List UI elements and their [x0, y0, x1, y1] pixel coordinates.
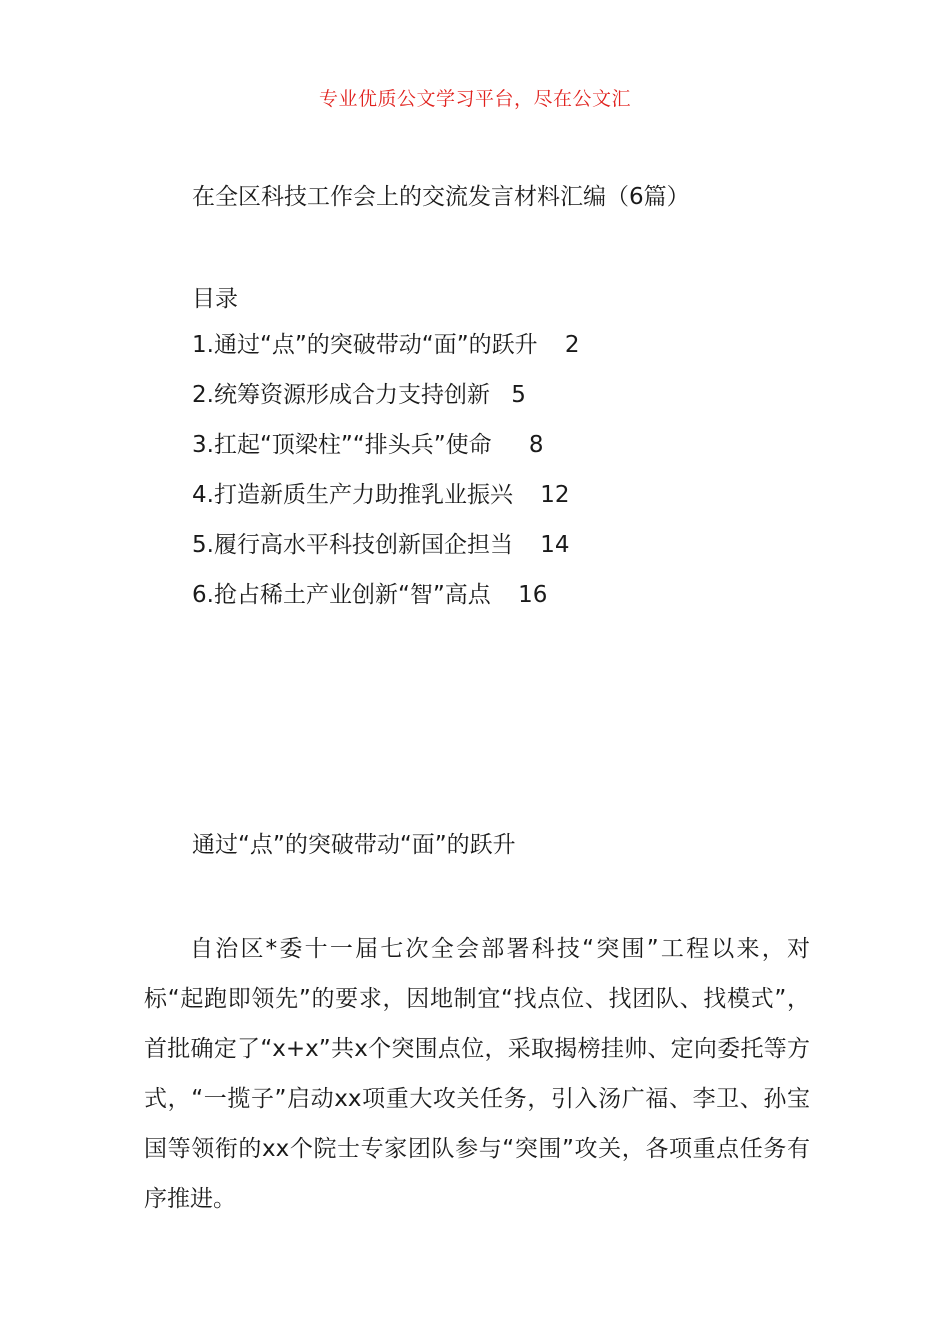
toc-item-title: 4.打造新质生产力助推乳业振兴 — [192, 482, 513, 508]
toc-item-1 — [192, 328, 580, 378]
toc-heading: 目录 — [192, 286, 238, 312]
toc-item-page: 12 — [540, 482, 570, 508]
toc-item-title: 1.通过“点”的突破带动“面”的跃升 — [192, 332, 538, 358]
toc-item-5 — [192, 528, 580, 578]
toc-item-3 — [192, 428, 580, 478]
toc-item-2 — [192, 378, 580, 428]
body-paragraph: 自治区*委十一届七次全会部署科技“突围”工程以来，对标“起跑即领先”的要求，因地制宜“找点位、找团队、找模式”，首批确定了“x+x”共x个突围点位，采取揭榜挂帅、定向委托等方式，“一揽子”启动xx项重大攻关任务，引入汤广福、李卫、孙宝国等领衔的xx个院士专家团队参与“突围”攻关，各项重点任务有序推进。 — [144, 936, 810, 1212]
toc-item-title: 6.抢占稀土产业创新“智”高点 — [192, 582, 491, 608]
table-of-contents — [192, 328, 580, 628]
toc-item-page: 8 — [528, 432, 544, 458]
toc-item-title: 5.履行高水平科技创新国企担当 — [192, 532, 513, 558]
toc-item-page: 14 — [540, 532, 570, 558]
toc-item-page: 5 — [511, 382, 526, 408]
toc-item-title: 3.扛起“顶梁柱”“排头兵”使命 — [192, 432, 492, 458]
document-title: 在全区科技工作会上的交流发言材料汇编（6篇） — [192, 184, 690, 210]
platform-banner: 专业优质公文学习平台，尽在公文汇 — [318, 88, 631, 110]
toc-item-page: 2 — [564, 332, 580, 358]
toc-item-page: 16 — [518, 582, 548, 608]
toc-item-4 — [192, 478, 580, 528]
toc-item-title: 2.统筹资源形成合力支持创新 — [192, 382, 490, 408]
toc-item-6 — [192, 578, 580, 628]
section-title: 通过“点”的突破带动“面”的跃升 — [192, 832, 516, 858]
